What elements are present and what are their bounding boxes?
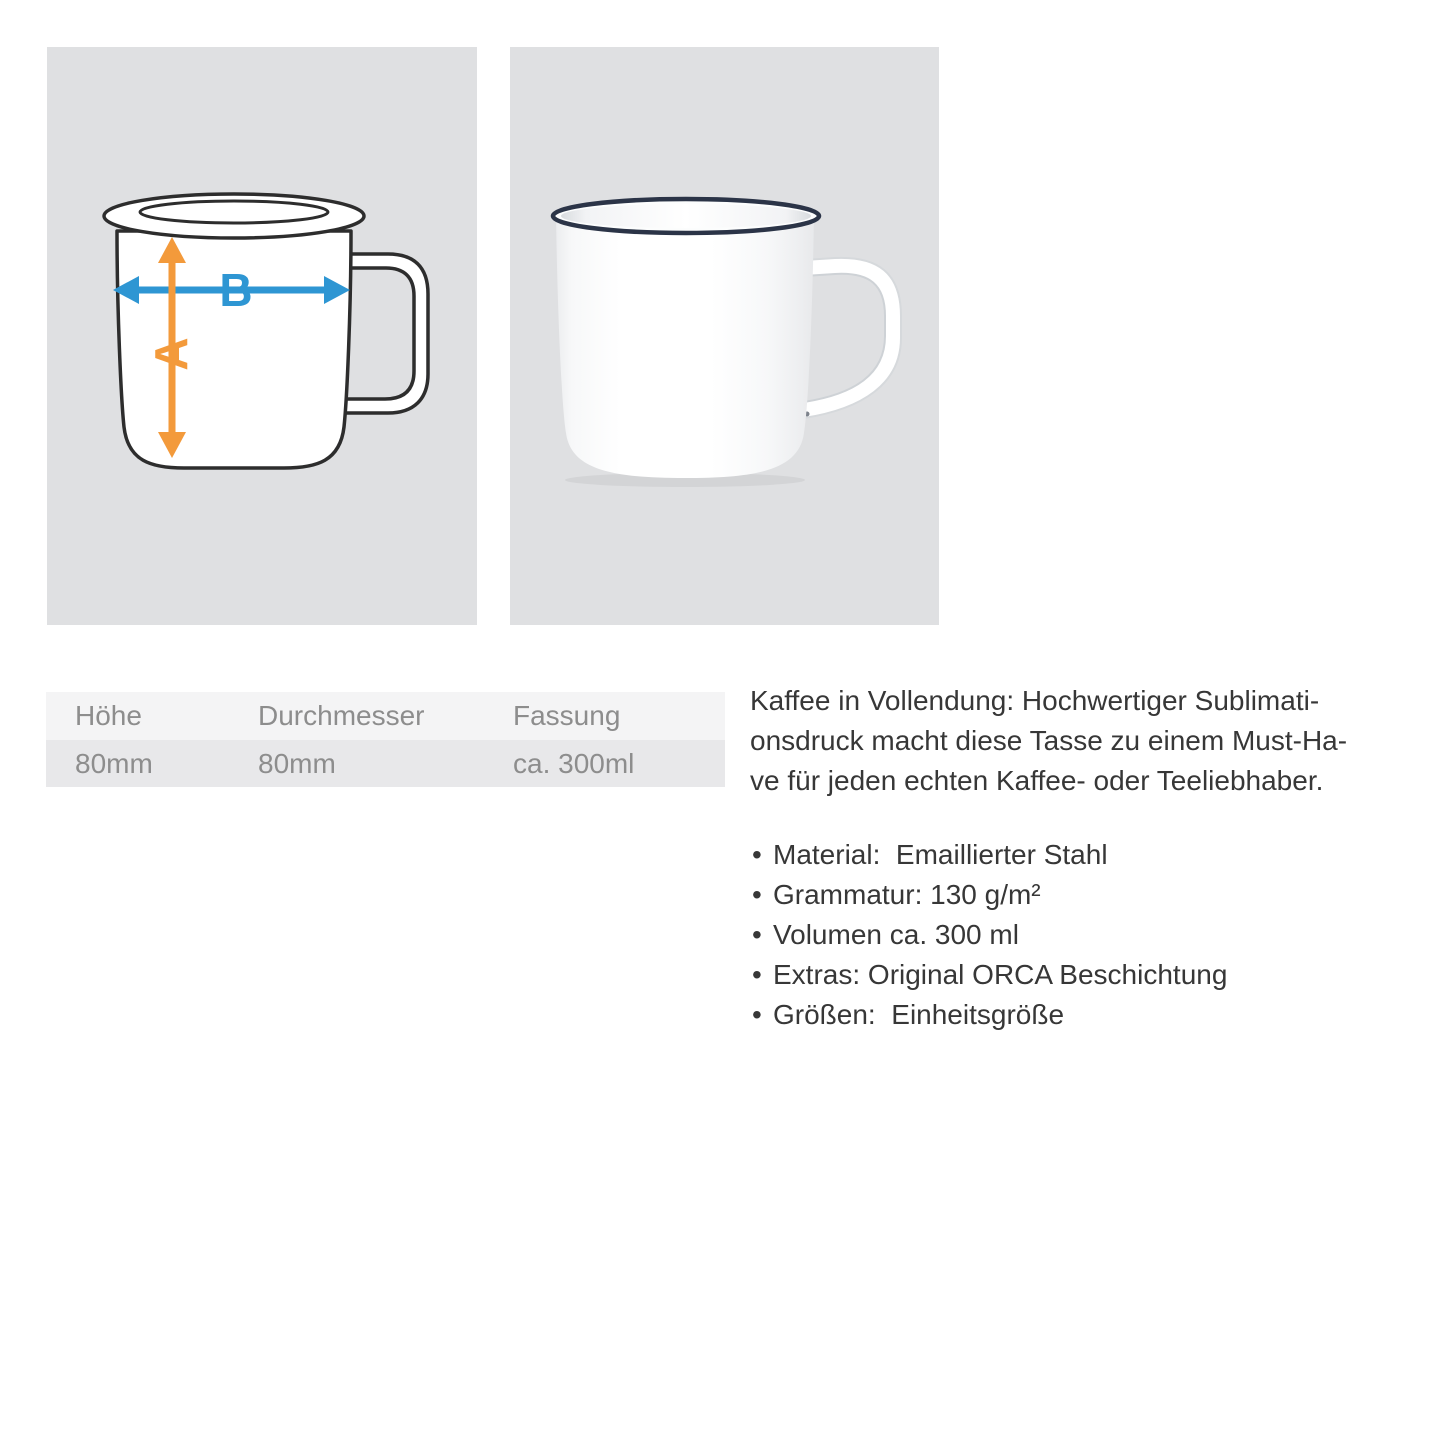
product-description (750, 681, 1445, 1035)
product-photo-panel (510, 47, 939, 625)
product-photo-mug (510, 47, 939, 625)
attribute-extras: • Extras: Original ORCA Beschichtung (750, 955, 1445, 995)
dimension-label-b: B (219, 264, 253, 316)
size-table (46, 692, 725, 787)
description-line-3: ve für jeden echten Kaffee- oder Teeliebhaber. (750, 765, 1324, 796)
photo-mug-body (556, 213, 814, 478)
header-cell-hoehe: Höhe (75, 700, 142, 731)
dimension-label-a: A (145, 337, 197, 371)
mug-handle-hole (344, 268, 414, 399)
size-table-value-row (46, 740, 725, 787)
description-paragraph (750, 681, 1445, 801)
photo-mug-opening (561, 204, 811, 228)
attribute-groessen: • Größen: Einheitsgröße (750, 995, 1445, 1035)
size-diagram (47, 47, 477, 625)
value-cell-fassung: ca. 300ml (513, 747, 635, 779)
product-attributes-list (750, 835, 1445, 1035)
value-cell-hoehe: 80mm (75, 747, 153, 779)
mug-opening-outline (140, 201, 328, 223)
size-table-header-row (46, 692, 725, 740)
attribute-grammatur: • Grammatur: 130 g/m² (750, 875, 1445, 915)
description-line-2: onsdruck macht diese Tasse zu einem Must-Ha- (750, 725, 1348, 756)
header-cell-durchmesser: Durchmesser (258, 700, 425, 731)
value-cell-durchmesser: 80mm (258, 747, 336, 779)
description-line-1: Kaffee in Vollendung: Hochwertiger Sublimati- (750, 685, 1320, 716)
size-diagram-panel (47, 47, 477, 625)
attribute-material: • Material: Emaillierter Stahl (750, 835, 1445, 875)
attribute-volumen: • Volumen ca. 300 ml (750, 915, 1445, 955)
header-cell-fassung: Fassung (513, 700, 621, 731)
